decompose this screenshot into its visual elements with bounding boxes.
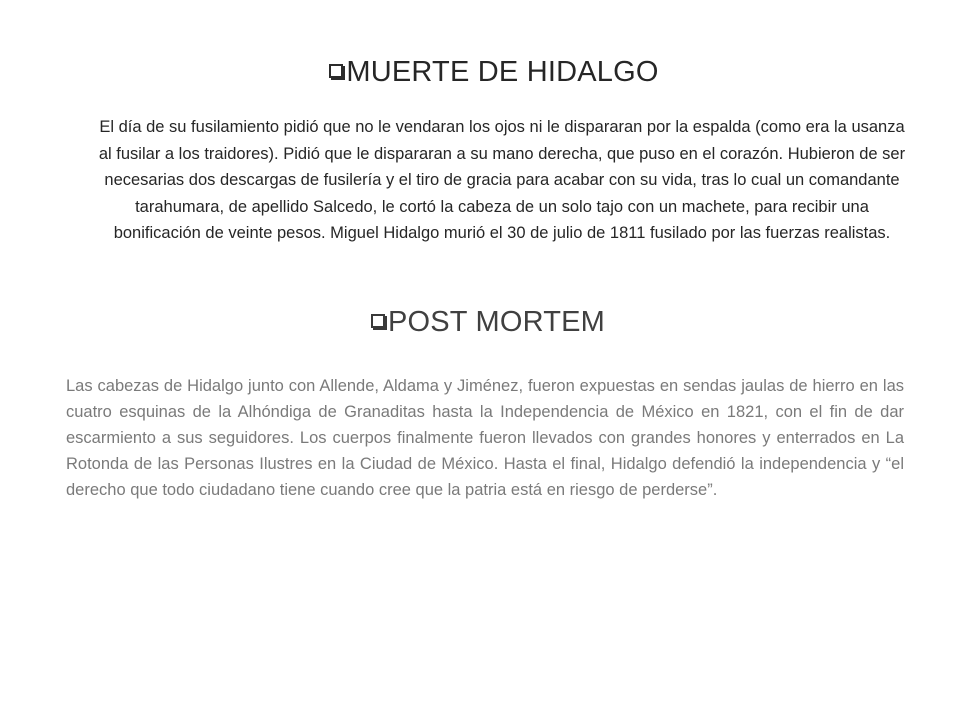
paragraph-muerte: El día de su fusilamiento pidió que no le vendaran los ojos ni le dispararan por la espalda (como era la usanza al fusilar a los traidores). Pidió que le dispararan a su mano derecha, que puso en el corazón. Hubieron de ser necesarias dos descargas de fusilería y el tiro de gracia para acabar con su vida, tras lo cual un comandante tarahumara, de apellido Salcedo, le cortó la cabeza de un solo tajo con un machete, para recibir una bonificación de veinte pesos. Miguel Hidalgo murió el 30 de julio de 1811 fusilado por las fuerzas realistas. xyxy=(98,118,906,242)
checkbox-bullet-icon xyxy=(329,64,343,78)
heading-text: MUERTE DE HIDALGO xyxy=(346,56,659,88)
checkbox-bullet-icon xyxy=(371,314,385,328)
section-heading-muerte xyxy=(14,56,960,88)
paragraph-post-mortem: Las cabezas de Hidalgo junto con Allende, Aldama y Jiménez, fueron expuestas en sendas jaulas de hierro en las cuatro esquinas de la Alhóndiga de Granaditas hasta la Independencia de México en 1821, con el fin de dar escarmiento a sus seguidores. Los cuerpos finalmente fueron llevados con grandes honores y enterrados en La Rotonda de las Personas Ilustres en la Ciudad de México. Hasta el final, Hidalgo defendió la independencia y “el derecho que todo ciudadano tiene cuando cree que la patria está en riesgo de perderse”. xyxy=(66,377,904,499)
section-heading-post-mortem xyxy=(8,306,960,338)
heading-text: POST MORTEM xyxy=(387,306,606,338)
